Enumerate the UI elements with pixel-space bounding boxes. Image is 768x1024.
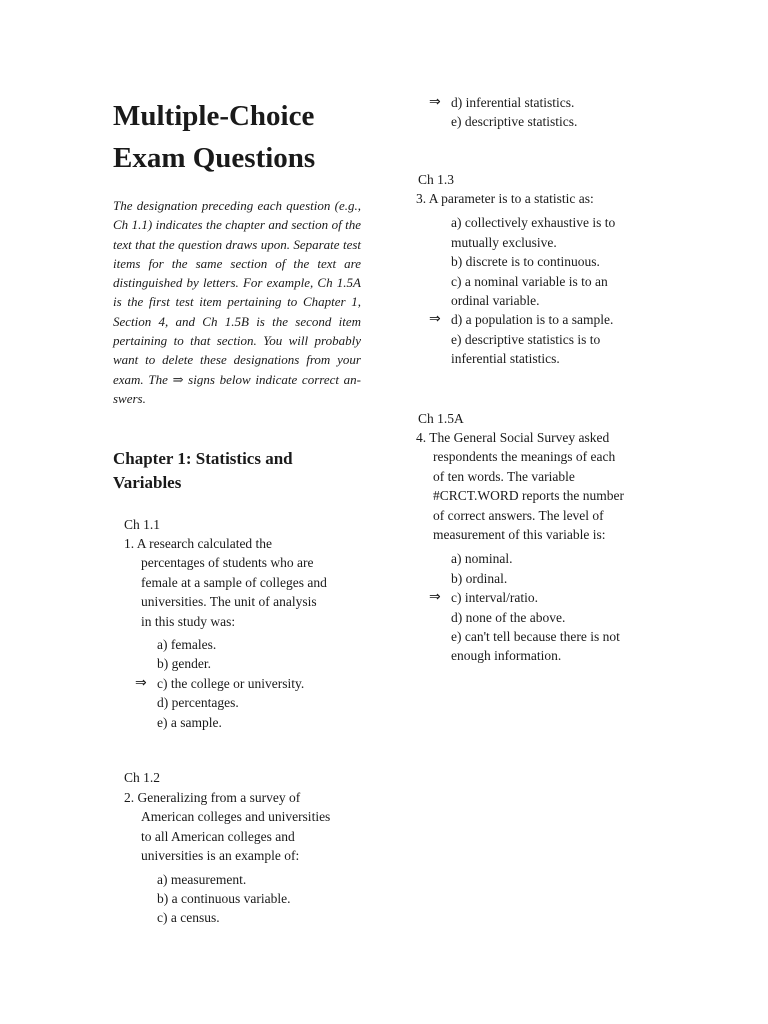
correct-answer-arrow-icon: ⇒ [429, 94, 441, 110]
intro-paragraph [113, 196, 361, 408]
answer-option: ordinal variable. [451, 293, 540, 308]
answer-option: c) a census. [157, 910, 220, 926]
answer-option: c) a nominal variable is to an [451, 273, 608, 289]
question-stem-line: #CRCT.WORD reports the number [433, 488, 624, 504]
question-stem-line: to all American colleges and [141, 828, 295, 844]
question-tag: Ch 1.5A [418, 411, 464, 426]
answer-option: d) percentages. [157, 695, 239, 711]
intro-line: (e.g., Ch 1.1) indicates the chapter and [113, 198, 361, 233]
correct-answer-arrow-icon: ⇒ [135, 674, 147, 691]
question-stem-line: percentages of students who are [141, 555, 314, 571]
intro-line: swers. [113, 390, 146, 406]
intro-line: delete these designations from your exam. [113, 352, 361, 387]
answer-option: d) none of the above. [451, 609, 566, 625]
answer-option: e) descriptive statistics is to [451, 331, 601, 347]
correct-answer-arrow-icon: ⇒ [429, 311, 441, 328]
page-title [113, 95, 363, 179]
answer-option: c) the college or university. [157, 675, 305, 691]
title-line: Exam Questions [113, 142, 316, 174]
chapter-heading-line: Variables [113, 473, 182, 492]
answer-option: b) gender. [157, 656, 211, 672]
intro-line: test item pertaining to Chapter 1, Section 4, [113, 294, 361, 329]
answer-option: d) a population is to a sample. [451, 312, 614, 328]
answer-option: b) ordinal. [451, 570, 508, 586]
intro-line: The ⇒ signs below indicate correct an- [148, 371, 362, 387]
question-stem-line: of ten words. The variable [433, 468, 575, 484]
intro-line: The designation preceding each question [113, 198, 331, 213]
answer-option: b) a continuous variable. [157, 891, 291, 906]
question-stem-line: universities is an example of: [141, 848, 300, 864]
question-stem-line: 1. A research calculated the [124, 536, 273, 551]
answer-option: b) discrete is to continuous. [451, 254, 600, 270]
answer-option: a) females. [157, 637, 217, 652]
answer-option: e) descriptive statistics. [451, 114, 578, 130]
question-tag: Ch 1.3 [418, 172, 455, 187]
intro-line: to that section. You will probably want to [113, 333, 361, 368]
chapter-heading-line: Chapter 1: Statistics and [113, 449, 293, 468]
chapter-heading [113, 447, 343, 495]
intro-line: and Ch 1.5B is the second item pertaining [113, 313, 362, 349]
question-stem-line: female at a sample of colleges and [141, 574, 327, 590]
question-stem-line: respondents the meanings of each [433, 449, 616, 465]
question-stem-line: American colleges and universities [141, 809, 331, 825]
question-tag: Ch 1.2 [124, 770, 161, 785]
answer-option: e) can't tell because there is not [451, 629, 620, 644]
question-stem-line: measurement of this variable is: [433, 527, 606, 542]
question-stem-line: in this study was: [141, 613, 236, 629]
answer-option: a) collectively exhaustive is to [451, 215, 616, 231]
answer-option: a) nominal. [451, 551, 513, 567]
answer-option: enough information. [451, 648, 562, 664]
correct-answer-arrow-icon: ⇒ [429, 589, 441, 606]
intro-line: letters. For example, Ch 1.5A is the first [113, 275, 361, 310]
intro-line: section of the text are distinguished by [113, 255, 361, 291]
answer-option: c) interval/ratio. [451, 590, 538, 606]
question-stem-line: of correct answers. The level of [433, 507, 604, 523]
answer-option: mutually exclusive. [451, 234, 557, 250]
question-stem-line: 4. The General Social Survey asked [416, 430, 610, 445]
intro-line: upon. Separate test items for the same [113, 236, 362, 271]
question-stem-line: 3. A parameter is to a statistic as: [416, 191, 594, 206]
question-stem-line: universities. The unit of analysis [141, 594, 317, 610]
answer-option: inferential statistics. [451, 351, 560, 367]
title-line: Multiple-Choice [113, 100, 315, 132]
question-stem-line: 2. Generalizing from a survey of [124, 790, 301, 805]
intro-line: section of the text that the question draws [113, 217, 362, 252]
answer-option: a) measurement. [157, 871, 247, 887]
question-tag: Ch 1.1 [124, 517, 161, 532]
answer-option: e) a sample. [157, 714, 222, 730]
answer-option: d) inferential statistics. [451, 95, 575, 110]
